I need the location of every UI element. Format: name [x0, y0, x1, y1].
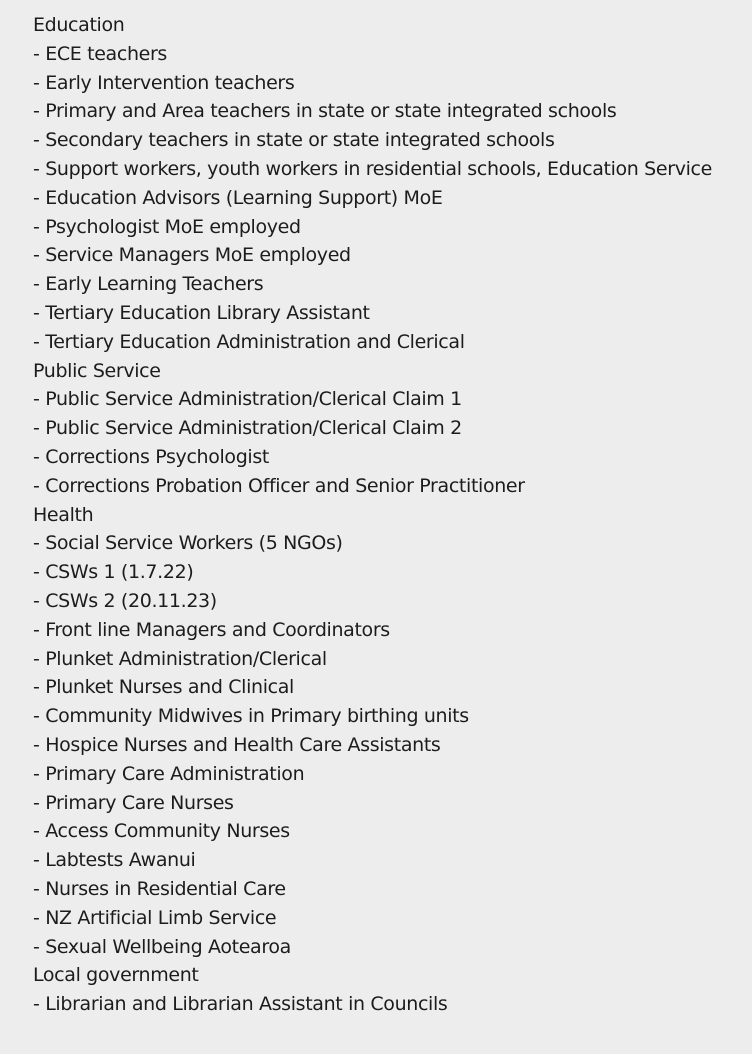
- list-item: - Primary Care Nurses: [33, 791, 234, 814]
- list-item: - Hospice Nurses and Health Care Assistants: [33, 733, 441, 756]
- list-item: - Tertiary Education Administration and Clerical: [33, 330, 465, 353]
- list-item: - Community Midwives in Primary birthing units: [33, 705, 469, 728]
- list-item: - ECE teachers: [33, 42, 167, 65]
- section-health: [33, 501, 752, 962]
- document-content: [33, 11, 752, 1019]
- list-item: - Plunket Nurses and Clinical: [33, 676, 294, 699]
- list-item: - Front line Managers and Coordinators: [33, 618, 390, 641]
- section-local-government: [33, 961, 752, 1019]
- section-heading: Public Service: [33, 359, 161, 382]
- list-item: - Public Service Administration/Clerical Claim 2: [33, 417, 462, 440]
- list-item: - Education Advisors (Learning Support) MoE: [33, 186, 443, 209]
- list-item: - Access Community Nurses: [33, 820, 290, 843]
- list-item: - Tertiary Education Library Assistant: [33, 301, 370, 324]
- section-public-service: [33, 357, 752, 501]
- section-heading: Local government: [33, 964, 199, 987]
- list-item: - Primary Care Administration: [33, 762, 305, 785]
- list-item: - Primary and Area teachers in state or state integrated schools: [33, 100, 617, 123]
- list-item: - Corrections Probation Officer and Senior Practitioner: [33, 474, 525, 497]
- list-item: - CSWs 2 (20.11.23): [33, 589, 217, 612]
- list-item: - Support workers, youth workers in residential schools, Education Service: [33, 157, 712, 180]
- list-item: - Labtests Awanui: [33, 849, 196, 872]
- list-item: - Early Intervention teachers: [33, 71, 295, 94]
- list-item: - NZ Artificial Limb Service: [33, 906, 277, 929]
- list-item: - Plunket Administration/Clerical: [33, 647, 327, 670]
- section-heading: Health: [33, 503, 94, 526]
- list-item: - Corrections Psychologist: [33, 445, 269, 468]
- list-item: - Secondary teachers in state or state integrated schools: [33, 129, 555, 152]
- list-item: - Psychologist MoE employed: [33, 215, 301, 238]
- section-heading: Education: [33, 14, 125, 36]
- list-item: - Librarian and Librarian Assistant in Councils: [33, 993, 448, 1016]
- list-item: - Service Managers MoE employed: [33, 244, 351, 267]
- list-item: - Social Service Workers (5 NGOs): [33, 532, 343, 555]
- list-item: - Early Learning Teachers: [33, 273, 264, 296]
- section-education: [33, 11, 752, 357]
- list-item: - Public Service Administration/Clerical Claim 1: [33, 388, 462, 411]
- list-item: - CSWs 1 (1.7.22): [33, 561, 194, 584]
- list-item: - Sexual Wellbeing Aotearoa: [33, 935, 291, 958]
- list-item: - Nurses in Residential Care: [33, 877, 286, 900]
